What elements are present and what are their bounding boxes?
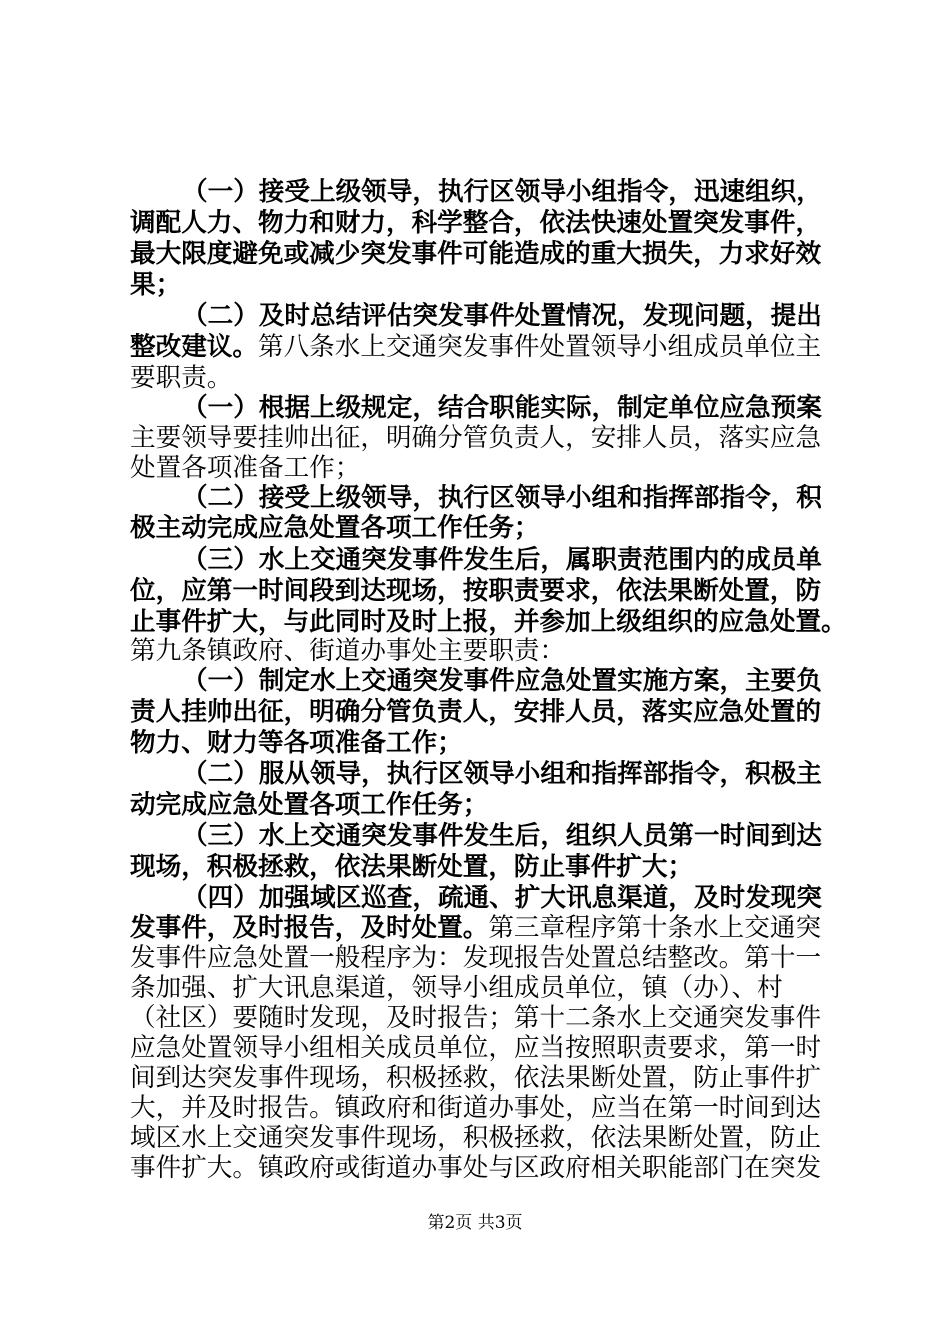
paragraph-line: 要职责。 bbox=[130, 363, 233, 393]
paragraph-line: 处置各项准备工作； bbox=[130, 453, 361, 483]
paragraph-line: 责人挂帅出征，明确分管负责人，安排人员，落实应急处置的 bbox=[130, 697, 822, 727]
paragraph-line: （一）接受上级领导，执行区领导小组指令，迅速组织， bbox=[182, 177, 822, 207]
paragraph-line: 调配人力、物力和财力，科学整合，依法快速处置突发事件， bbox=[130, 208, 822, 238]
paragraph-line: （二）及时总结评估突发事件处置情况，发现问题，提出 bbox=[182, 301, 822, 331]
paragraph-line bbox=[130, 332, 830, 362]
paragraph-line: 大，并及时报告。镇政府和街道办事处，应当在第一时间到达 bbox=[130, 1093, 822, 1123]
page-number-footer: 第2页 共3页 bbox=[427, 1213, 523, 1233]
paragraph-line: 间到达突发事件现场，积极拯救，依法果断处置，防止事件扩 bbox=[130, 1063, 822, 1093]
paragraph-line: 事件扩大。镇政府或街道办事处与区政府相关职能部门在突发 bbox=[130, 1153, 822, 1183]
paragraph-line: （四）加强域区巡查，疏通、扩大讯息渠道，及时发现突 bbox=[182, 883, 822, 913]
paragraph-line: 第九条镇政府、街道办事处主要职责： bbox=[130, 636, 566, 666]
paragraph-line: 最大限度避免或减少突发事件可能造成的重大损失，力求好效 bbox=[130, 239, 822, 269]
paragraph-line: 主要领导要挂帅出征，明确分管负责人，安排人员，落实应急 bbox=[130, 423, 822, 453]
paragraph-segment: 第三章程序第十条水上交通突 bbox=[488, 913, 822, 943]
paragraph-segment: 第八条水上交通突发事件处置领导小组成员单位主 bbox=[257, 332, 822, 362]
paragraph-line: （一）制定水上交通突发事件应急处置实施方案，主要负 bbox=[182, 666, 822, 696]
paragraph-line: 发事件应急处置一般程序为：发现报告处置总结整改。第十一 bbox=[130, 943, 822, 973]
paragraph-line: 极主动完成应急处置各项工作任务； bbox=[130, 513, 540, 543]
paragraph-segment: 发事件，及时报告，及时处置。 bbox=[130, 913, 489, 943]
paragraph-line: （一）根据上级规定，结合职能实际，制定单位应急预案 bbox=[182, 393, 822, 423]
paragraph-line bbox=[130, 913, 830, 943]
paragraph-line: （社区）要随时发现，及时报告；第十二条水上交通突发事件 bbox=[130, 1003, 822, 1033]
paragraph-line: （三）水上交通突发事件发生后，属职责范围内的成员单 bbox=[182, 545, 822, 575]
paragraph-line: 物力、财力等各项准备工作； bbox=[130, 728, 463, 758]
paragraph-segment: 整改建议。 bbox=[130, 332, 258, 362]
paragraph-line: 域区水上交通突发事件现场，积极拯救，依法果断处置，防止 bbox=[130, 1123, 822, 1153]
paragraph-line: 动完成应急处置各项工作任务； bbox=[130, 790, 489, 820]
paragraph-line: 条加强、扩大讯息渠道，领导小组成员单位，镇（办）、村 bbox=[130, 973, 783, 1003]
paragraph-line: 果； bbox=[130, 270, 182, 300]
paragraph-line: 位，应第一时间段到达现场，按职责要求，依法果断处置，防 bbox=[130, 576, 822, 606]
paragraph-line: （二）服从领导，执行区领导小组和指挥部指令，积极主 bbox=[182, 759, 822, 789]
paragraph-line: （三）水上交通突发事件发生后，组织人员第一时间到达 bbox=[182, 821, 822, 851]
paragraph-line: 止事件扩大，与此同时及时上报，并参加上级组织的应急处置。 bbox=[130, 607, 847, 637]
paragraph-line: 应急处置领导小组相关成员单位，应当按照职责要求，第一时 bbox=[130, 1033, 822, 1063]
paragraph-line: （二）接受上级领导，执行区领导小组和指挥部指令，积 bbox=[182, 483, 822, 513]
paragraph-line: 现场，积极拯救，依法果断处置，防止事件扩大； bbox=[130, 852, 694, 882]
